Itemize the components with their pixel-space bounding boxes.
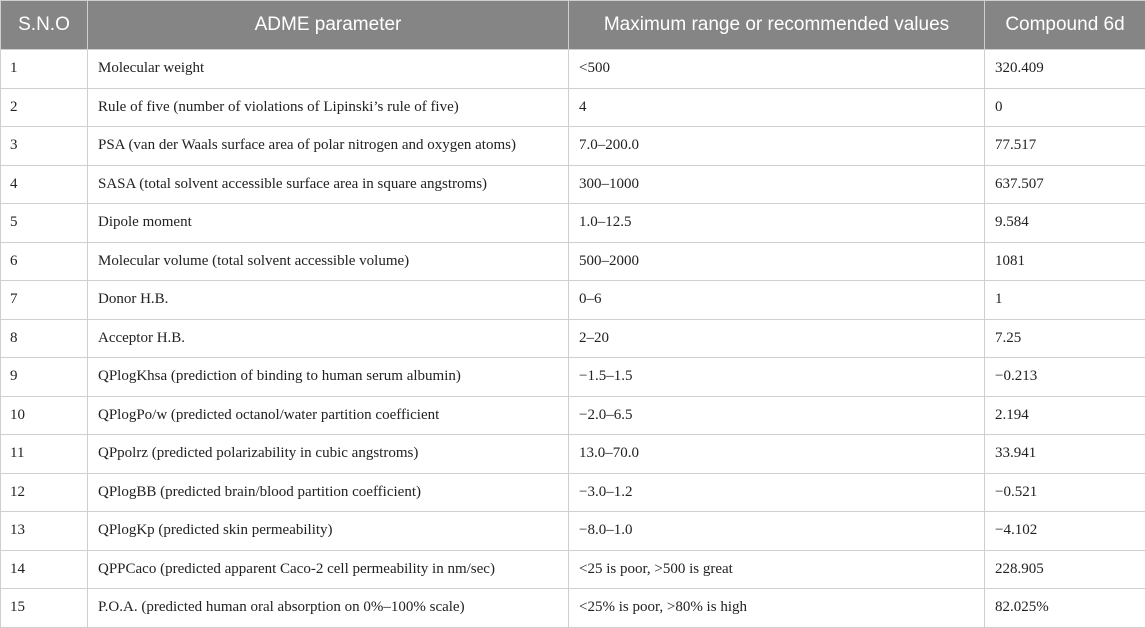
cell-recommended-values: −1.5–1.5 bbox=[569, 358, 985, 397]
table-header bbox=[1, 1, 1145, 50]
cell-recommended-values: 4 bbox=[569, 88, 985, 127]
table-row bbox=[1, 550, 1145, 589]
cell-compound-6d: 2.194 bbox=[985, 396, 1145, 435]
cell-compound-6d: 637.507 bbox=[985, 165, 1145, 204]
table-row bbox=[1, 435, 1145, 474]
cell-adme-parameter: Donor H.B. bbox=[88, 281, 569, 320]
cell-compound-6d: 0 bbox=[985, 88, 1145, 127]
cell-adme-parameter: Molecular volume (total solvent accessible volume) bbox=[88, 242, 569, 281]
cell-recommended-values: 1.0–12.5 bbox=[569, 204, 985, 243]
cell-compound-6d: −0.213 bbox=[985, 358, 1145, 397]
cell-adme-parameter: PSA (van der Waals surface area of polar nitrogen and oxygen atoms) bbox=[88, 127, 569, 166]
cell-adme-parameter: QPlogPo/w (predicted octanol/water partition coefficient bbox=[88, 396, 569, 435]
cell-recommended-values: 500–2000 bbox=[569, 242, 985, 281]
cell-sno: 12 bbox=[1, 473, 88, 512]
cell-sno: 3 bbox=[1, 127, 88, 166]
cell-recommended-values: <500 bbox=[569, 50, 985, 89]
table-row bbox=[1, 165, 1145, 204]
cell-sno: 13 bbox=[1, 512, 88, 551]
cell-recommended-values: <25% is poor, >80% is high bbox=[569, 589, 985, 628]
cell-adme-parameter: QPpolrz (predicted polarizability in cubic angstroms) bbox=[88, 435, 569, 474]
table-row bbox=[1, 50, 1145, 89]
table-row bbox=[1, 473, 1145, 512]
cell-recommended-values: 2–20 bbox=[569, 319, 985, 358]
table-row bbox=[1, 319, 1145, 358]
cell-compound-6d: 9.584 bbox=[985, 204, 1145, 243]
cell-adme-parameter: QPlogKp (predicted skin permeability) bbox=[88, 512, 569, 551]
cell-sno: 8 bbox=[1, 319, 88, 358]
cell-sno: 4 bbox=[1, 165, 88, 204]
cell-adme-parameter: QPlogBB (predicted brain/blood partition coefficient) bbox=[88, 473, 569, 512]
cell-compound-6d: 1081 bbox=[985, 242, 1145, 281]
table-row bbox=[1, 204, 1145, 243]
cell-compound-6d: 320.409 bbox=[985, 50, 1145, 89]
cell-compound-6d: 77.517 bbox=[985, 127, 1145, 166]
cell-sno: 15 bbox=[1, 589, 88, 628]
cell-adme-parameter: P.O.A. (predicted human oral absorption on 0%–100% scale) bbox=[88, 589, 569, 628]
cell-recommended-values: −8.0–1.0 bbox=[569, 512, 985, 551]
cell-adme-parameter: QPPCaco (predicted apparent Caco-2 cell permeability in nm/sec) bbox=[88, 550, 569, 589]
cell-sno: 5 bbox=[1, 204, 88, 243]
cell-sno: 14 bbox=[1, 550, 88, 589]
cell-compound-6d: 33.941 bbox=[985, 435, 1145, 474]
cell-adme-parameter: QPlogKhsa (prediction of binding to human serum albumin) bbox=[88, 358, 569, 397]
header-recommended-values: Maximum range or recommended values bbox=[569, 1, 985, 50]
header-adme-parameter: ADME parameter bbox=[88, 1, 569, 50]
cell-compound-6d: 7.25 bbox=[985, 319, 1145, 358]
cell-compound-6d: −4.102 bbox=[985, 512, 1145, 551]
header-compound-6d: Compound 6d bbox=[985, 1, 1145, 50]
cell-recommended-values: 7.0–200.0 bbox=[569, 127, 985, 166]
cell-sno: 11 bbox=[1, 435, 88, 474]
cell-recommended-values: −2.0–6.5 bbox=[569, 396, 985, 435]
cell-compound-6d: 1 bbox=[985, 281, 1145, 320]
table-row bbox=[1, 281, 1145, 320]
cell-sno: 2 bbox=[1, 88, 88, 127]
header-sno: S.N.O bbox=[1, 1, 88, 50]
table-row bbox=[1, 589, 1145, 628]
cell-sno: 9 bbox=[1, 358, 88, 397]
table-body bbox=[1, 50, 1145, 628]
header-row bbox=[1, 1, 1145, 50]
cell-adme-parameter: Molecular weight bbox=[88, 50, 569, 89]
cell-sno: 10 bbox=[1, 396, 88, 435]
cell-recommended-values: 0–6 bbox=[569, 281, 985, 320]
table-row bbox=[1, 512, 1145, 551]
cell-adme-parameter: Rule of five (number of violations of Lipinski’s rule of five) bbox=[88, 88, 569, 127]
table-row bbox=[1, 88, 1145, 127]
cell-sno: 1 bbox=[1, 50, 88, 89]
table-row bbox=[1, 127, 1145, 166]
cell-compound-6d: 82.025% bbox=[985, 589, 1145, 628]
cell-compound-6d: 228.905 bbox=[985, 550, 1145, 589]
table-row bbox=[1, 242, 1145, 281]
cell-sno: 6 bbox=[1, 242, 88, 281]
cell-recommended-values: 300–1000 bbox=[569, 165, 985, 204]
cell-sno: 7 bbox=[1, 281, 88, 320]
cell-recommended-values: −3.0–1.2 bbox=[569, 473, 985, 512]
cell-adme-parameter: SASA (total solvent accessible surface area in square angstroms) bbox=[88, 165, 569, 204]
table-row bbox=[1, 396, 1145, 435]
cell-adme-parameter: Acceptor H.B. bbox=[88, 319, 569, 358]
cell-compound-6d: −0.521 bbox=[985, 473, 1145, 512]
table-row bbox=[1, 358, 1145, 397]
cell-adme-parameter: Dipole moment bbox=[88, 204, 569, 243]
cell-recommended-values: 13.0–70.0 bbox=[569, 435, 985, 474]
cell-recommended-values: <25 is poor, >500 is great bbox=[569, 550, 985, 589]
